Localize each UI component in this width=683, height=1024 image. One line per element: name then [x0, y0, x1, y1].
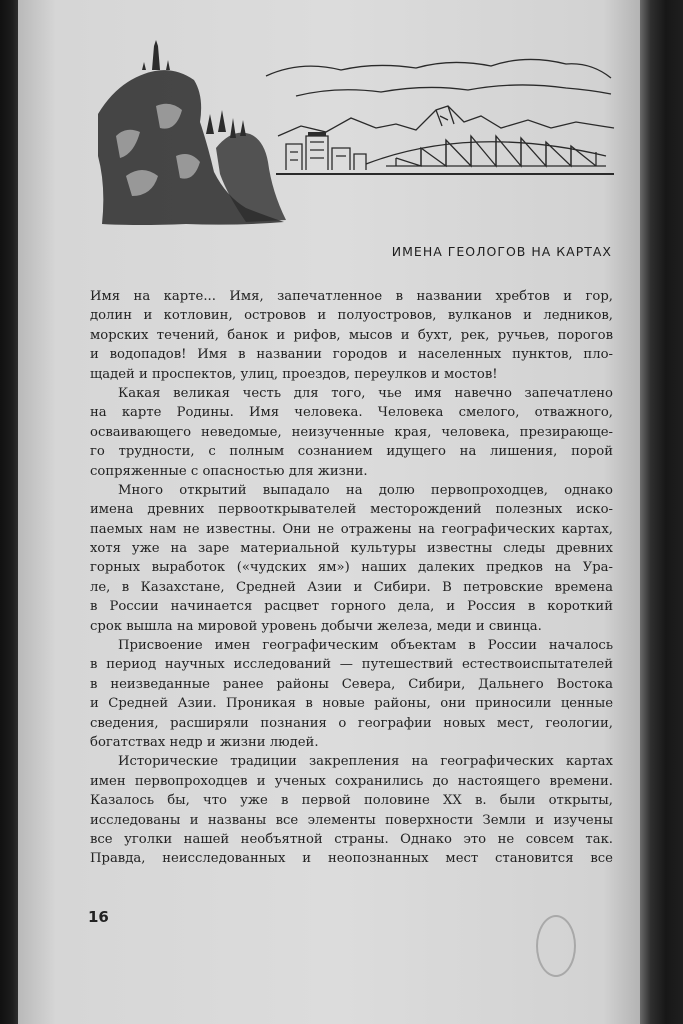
text-line: Исторические традиции закрепления на географических картах — [118, 754, 613, 770]
text-line: осваивающего неведомые, неизученные края, человека, презирающе- — [90, 424, 613, 440]
text-line: ле, в Казахстане, Средней Азии и Сибири. В петровские времена — [90, 579, 613, 595]
next-page-edge — [640, 0, 683, 1024]
text-line: исследованы и названы все элементы поверхности Земли и изучены — [90, 812, 613, 828]
text-line: Какая великая честь для того, чье имя навечно запечатлено — [118, 385, 613, 401]
text-line: сведения, расширяли познания о географии новых мест, геологии, — [90, 715, 613, 731]
text-line: и Средней Азии. Проникая в новые районы, они приносили ценные — [90, 696, 613, 712]
page-number: 16 — [88, 908, 109, 926]
text-line: Имя на карте... Имя, запечатленное в названии хребтов и гор, — [90, 289, 613, 304]
text-line: паемых нам не известны. Они не отражены на географических картах, — [90, 521, 613, 537]
text-line: горных выработок («чудских ям») наших далеких предков на Ура- — [90, 560, 613, 576]
body-text — [90, 287, 613, 869]
text-line: Правда, неисследованных и неопознанных мест становится все — [90, 851, 613, 867]
text-line: и водопадов! Имя в названии городов и населенных пунктов, пло- — [90, 347, 613, 363]
text-line: сопряженные с опасностью для жизни. — [90, 463, 368, 479]
text-line: Много открытий выпадало на долю первопроходцев, однако — [118, 482, 613, 498]
text-line: на карте Родины. Имя человека. Человека смелого, отважного, — [90, 405, 613, 421]
text-line: все уголки нашей необъятной страны. Однако это не совсем так. — [90, 831, 613, 847]
thumb-smudge — [536, 915, 576, 977]
landscape-illustration — [96, 36, 616, 232]
text-line: в России начинается расцвет горного дела, и Россия в короткий — [90, 599, 613, 615]
text-line: срок вышла на мировой уровень добычи железа, меди и свинца. — [90, 618, 542, 634]
text-line: имен первопроходцев и ученых сохранились до настоящего времени. — [90, 773, 613, 789]
text-line: щадей и проспектов, улиц, проездов, переулков и мостов! — [90, 366, 498, 382]
text-line: го трудности, с полным сознанием идущего на лишения, порой — [90, 444, 613, 460]
text-line: в период научных исследований — путешествий естествоиспытателей — [90, 657, 613, 673]
text-line: Присвоение имен географическим объектам в России началось — [118, 638, 613, 654]
text-line: морских течений, банок и рифов, мысов и бухт, рек, ручьев, порогов — [90, 327, 613, 343]
text-line: хотя уже на заре материальной культуры известны следы древних — [90, 541, 613, 557]
text-line: имена древних первооткрывателей месторождений полезных иско- — [90, 502, 613, 518]
text-line: Казалось бы, что уже в первой половине XX в. были открыты, — [90, 793, 613, 809]
text-line: богатствах недр и жизни людей. — [90, 734, 319, 750]
chapter-heading: ИМЕНА ГЕОЛОГОВ НА КАРТАХ — [391, 244, 612, 259]
text-line: долин и котловин, островов и полуостровов, вулканов и ледников, — [90, 308, 613, 324]
text-line: в неизведанные ранее районы Севера, Сибири, Дальнего Востока — [90, 676, 613, 692]
